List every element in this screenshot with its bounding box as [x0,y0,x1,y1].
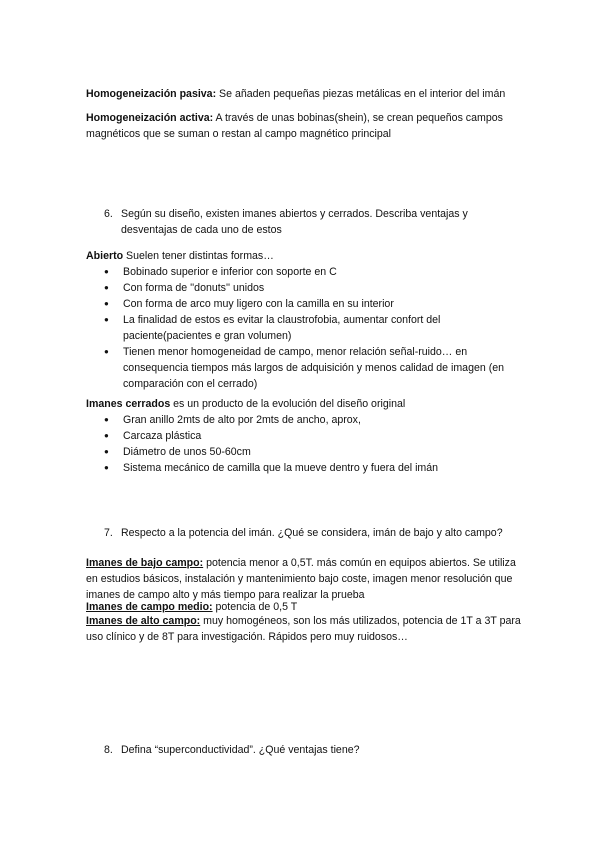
passive-label: Homogeneización pasiva: [86,88,217,100]
active-homogenization-paragraph [86,110,526,142]
high-field-label: Imanes de alto campo: [86,615,201,627]
open-magnets-list [86,264,526,392]
list-item: ● Bobinado superior e inferior con soporte en C [86,264,526,280]
list-item: ● Con forma de arco muy ligero con la camilla en su interior [86,296,526,312]
question-6-text: Según su diseño, existen imanes abiertos y cerrados. Describa ventajas y desventajas de cada uno de estos [121,208,468,236]
list-item: ● Tienen menor homogeneidad de campo, menor relación señal-ruido… en consequencia tiempos más largos de adquisición y menos calidad de imagen (en comparación con el cerrado) [86,344,526,392]
passive-text: Se añaden pequeñas piezas metálicas en el interior del imán [216,88,506,100]
low-field-text: potencia menor a 0,5T. más común en equipos abiertos. Se utiliza en estudios básicos, instalación y mantenimiento bajo coste, imagen menor resolución que imanes de campo alto y más tiempo para realizar la prueba [86,557,516,601]
high-field-paragraph [86,613,526,645]
open-label: Abierto [86,250,124,262]
low-field-label: Imanes de bajo campo: [86,557,204,569]
open-magnets-section [86,248,526,392]
question-8-number: 8. [104,744,113,756]
active-text: A través de unas bobinas(shein), se crean pequeños campos magnéticos que se suman o restan al campo magnético principal [86,112,503,140]
list-item: ● Sistema mecánico de camilla que la mueve dentro y fuera del imán [86,460,526,476]
question-7-text: Respecto a la potencia del imán. ¿Qué se considera, imán de bajo y alto campo? [121,527,503,539]
low-field-paragraph [86,555,526,603]
open-magnets-heading [86,248,526,264]
list-item: ● Con forma de ''donuts'' unidos [86,280,526,296]
question-6 [104,206,524,236]
closed-label: Imanes cerrados [86,398,171,410]
closed-magnets-list [86,412,526,476]
question-7-number: 7. [104,527,113,539]
question-6-number: 6. [104,208,113,220]
list-item: ● Carcaza plástica [86,428,526,444]
list-item: ● Diámetro de unos 50-60cm [86,444,526,460]
question-8 [104,742,524,758]
question-7 [104,525,524,541]
high-field-text: muy homogéneos, son los más utilizados, potencia de 1T a 3T para uso clínico y de 8T para investigación. Rápidos pero muy ruidosos… [86,615,521,643]
closed-magnets-section [86,396,526,476]
active-label: Homogeneización activa: [86,112,214,124]
mid-field-label: Imanes de campo medio: [86,601,213,613]
list-item: ● La finalidad de estos es evitar la claustrofobia, aumentar confort del paciente(pacientes e gran volumen) [86,312,526,344]
list-item: ● Gran anillo 2mts de alto por 2mts de ancho, aprox, [86,412,526,428]
passive-homogenization-paragraph [86,86,526,102]
open-intro: Suelen tener distintas formas… [123,250,274,262]
closed-magnets-heading [86,396,526,412]
closed-intro: es un producto de la evolución del diseño original [170,398,406,410]
mid-field-text: potencia de 0,5 T [212,601,298,613]
question-8-text: Defina “superconductividad”. ¿Qué ventajas tiene? [121,744,360,756]
